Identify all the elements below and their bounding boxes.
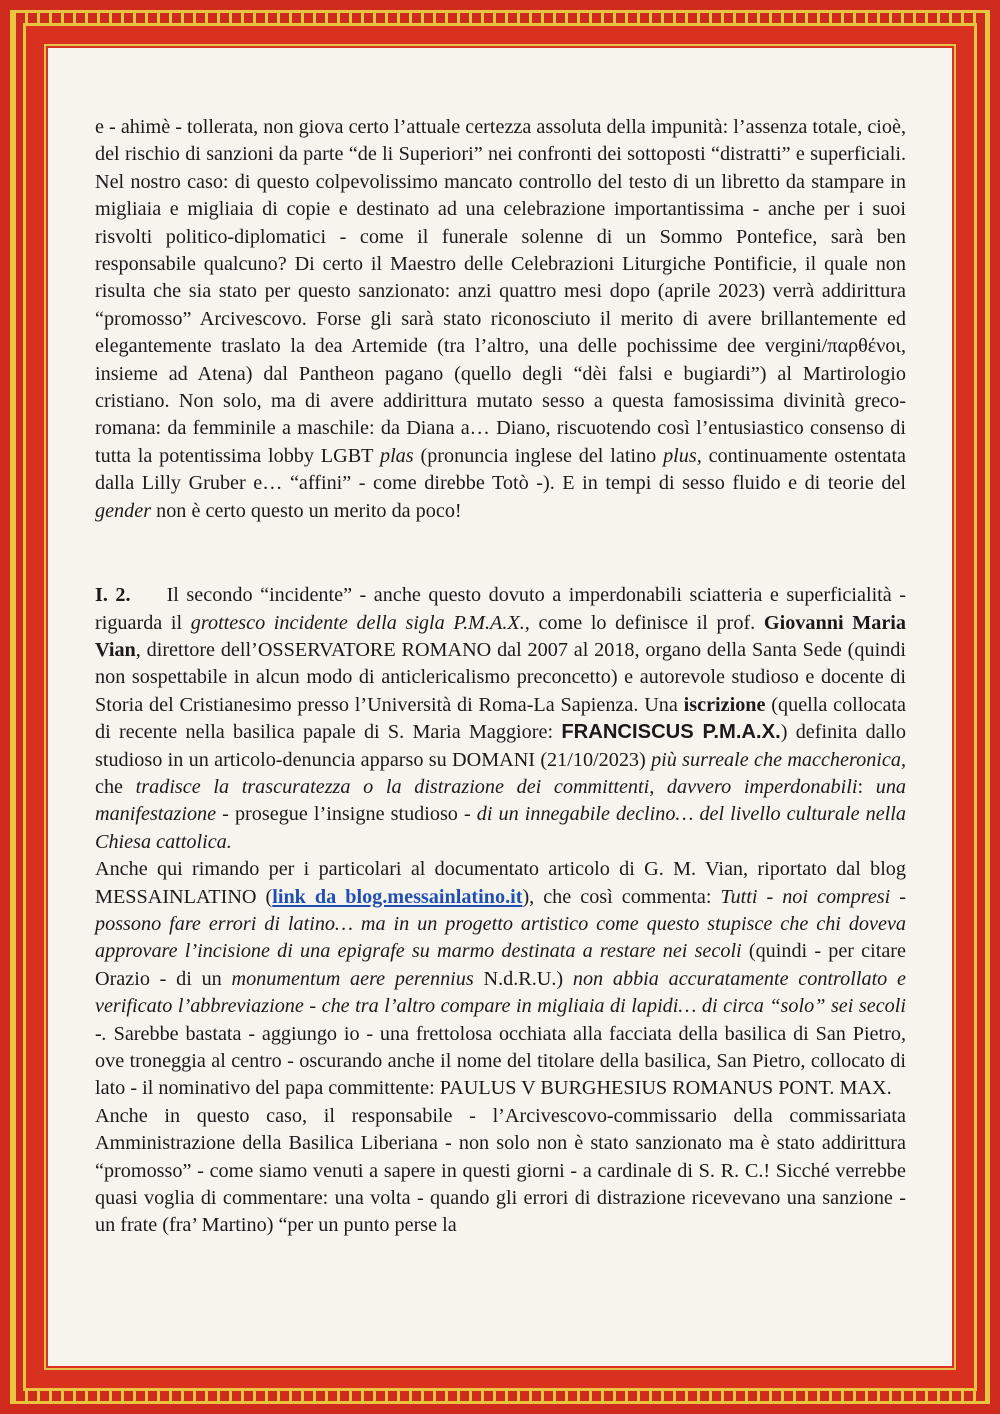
paragraph-3: Anche qui rimando per i particolari al documentato articolo di G. M. Vian, riportato dal blog MESSAINLATINO (link da blog.messainlatino.it), che così commenta: Tutti - noi compresi - possono fare errori di latino… ma in un progetto artistico come questo stupisce che chi doveva approvare l’incisione di una epigrafe su marmo destinata a restare nei secoli (quindi - per citare Orazio - di un monumentum aere perennius N.d.R.U.) non abbia accuratamente controllato e verificato l’abbreviazione - che tra l’altro compare in migliaia di lapidi… di circa “solo” sei secoli -. Sarebbe bastata - aggiungo io - una frettolosa occhiata alla facciata della basilica di San Pietro, ove troneggia al centro - oscurando anche il nome del titolare della basilica, San Pietro, collocato di lato - il nominativo del papa committente: PAULUS V BURGHESIUS ROMANUS PONT. MAX. (95, 858, 906, 1100)
paragraph-4: Anche in questo caso, il responsabile - l’Arcivescovo-commissario della commissariata Amministrazione della Basilica Liberiana - non solo non è stato sanzionato ma è stato addirittura “promosso” - come siamo venuti a sapere in questi giorni - a cardinale di S. R. C.! Sicché verrebbe quasi voglia di commentare: una volta - quando gli errori di distrazione ricevevano una sanzione - un frate (fra’ Martino) “per un punto perse la (95, 1104, 906, 1237)
paragraph-1: e - ahimè - tollerata, non giova certo l’attuale certezza assoluta della impunità: l’assenza totale, cioè, del rischio di sanzioni da parte “de li Superiori” nei confronti dei sottoposti “distratti” e superficiali. Nel nostro caso: di questo colpevolissimo mancato controllo del testo di un libretto da stampare in migliaia e migliaia di copie e destinato ad una celebrazione importantissima - anche per i suoi risvolti politico-diplomatici - come il funerale solenne di un Sommo Pontefice, sarà ben responsabile qualcuno? Di certo il Maestro delle Celebrazioni Liturgiche Pontificie, il quale non risulta che sia stato per questo sanzionato: anzi quattro mesi dopo (aprile 2023) verrà addirittura “promosso” Arcivescovo. Forse gli sarà stato riconosciuto il merito di avere brillantemente ed elegantemente traslato la dea Artemide (tra l’altro, una delle pochissime dee vergini/παρθένοι, insieme ad Atena) dal Pantheon pagano (quello degli “dèi falsi e bugiardi”) al Martirologio cristiano. Non solo, ma di avere addirittura mutato sesso a questa famosissima divinità greco-romana: da femminile a maschile: da Diana a… Diano, riscuotendo così l’entusiastico consenso di tutta la potentissima lobby LGBT plas (pronuncia inglese del latino plus, continuamente ostentata dalla Lilly Gruber e… “affini” - come direbbe Totò -). E in tempi di sesso fluido e di teorie del gender non è certo questo un merito da poco! (95, 116, 907, 522)
paragraph-2: I. 2. Il secondo “incidente” - anche questo dovuto a imperdonabili sciatteria e superficialità - riguarda il grottesco incidente della sigla P.M.A.X., come lo definisce il prof. Giovanni Maria Vian, direttore dell’OSSERVATORE ROMANO dal 2007 al 2018, organo della Santa Sede (quindi non sospettabile in alcun modo di anticlericalismo preconcetto) e autorevole studioso e docente di Storia del Cristianesimo presso l’Università di Roma-La Sapienza. Una iscrizione (quella collocata di recente nella basilica papale di S. Maria Maggiore: FRANCISCUS P.M.A.X.) definita dallo studioso in un articolo-denuncia apparso su DOMANI (21/10/2023) più surreale che maccheronica, che tradisce la trascuratezza o la distrazione dei committenti, davvero imperdonabili: una manifestazione - prosegue l’insigne studioso - di un innegabile declino… del livello culturale nella Chiesa cattolica. (95, 584, 907, 853)
document-body (95, 114, 906, 1240)
messainlatino-link[interactable]: link da blog.messainlatino.it (272, 885, 523, 908)
section-number: I. 2. (95, 584, 131, 607)
